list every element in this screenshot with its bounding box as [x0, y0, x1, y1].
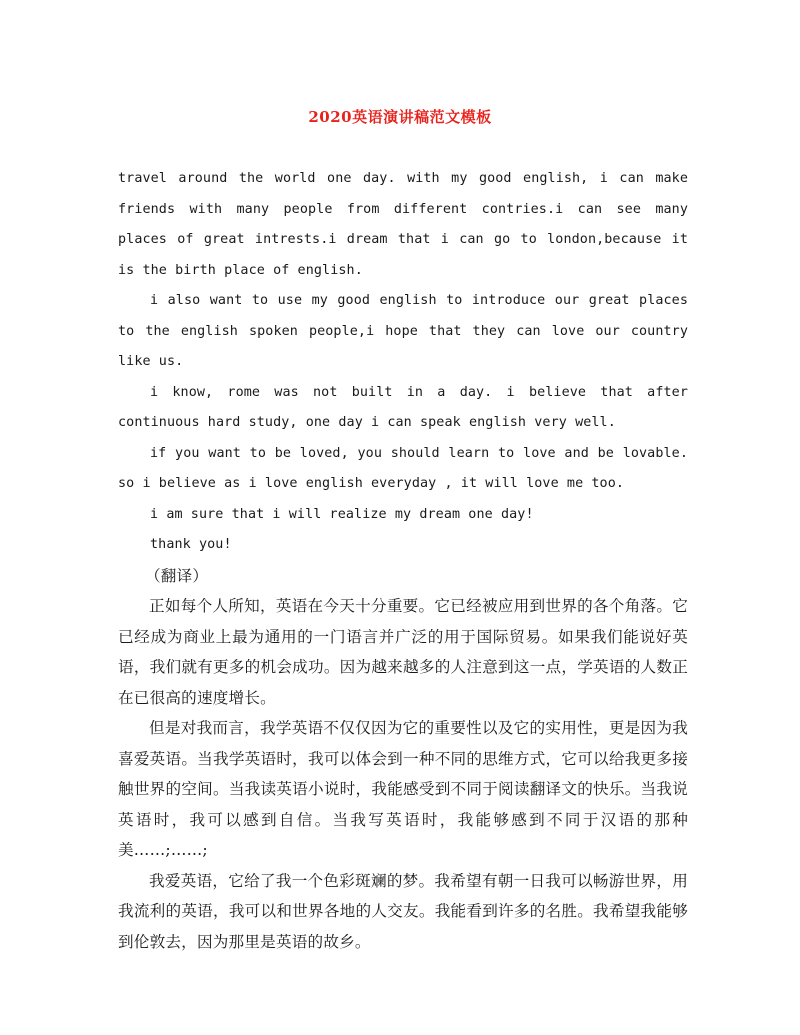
english-paragraph: i am sure that i will realize my dream one day!: [150, 506, 534, 522]
translation-label: （翻译）: [145, 566, 209, 585]
english-paragraph: travel around the world one day. with my good english, i can make friends with many people from different contries.i can see many places of great intrests.i dream that i can go to london,because it is the birth place of english.: [118, 171, 688, 278]
english-paragraph: if you want to be loved, you should learn to love and be lovable. so i believe as i love english everyday , it will love me too.: [118, 445, 688, 491]
document-body: [118, 164, 688, 957]
chinese-paragraph: 但是对我而言，我学英语不仅仅因为它的重要性以及它的实用性，更是因为我喜爱英语。当我学英语时，我可以体会到一种不同的思维方式，它可以给我更多接触世界的空间。当我读英语小说时，我能感受到不同于阅读翻译文的快乐。当我说英语时，我可以感到自信。当我写英语时，我能够感到不同于汉语的那种美……;……;: [118, 719, 688, 859]
english-paragraph: i know, rome was not built in a day. i believe that after continuous hard study, one day i can speak english very well.: [118, 384, 688, 430]
chinese-paragraph: 我爱英语，它给了我一个色彩斑斓的梦。我希望有朝一日我可以畅游世界，用我流利的英语，我可以和世界各地的人交友。我能看到许多的名胜。我希望我能够到伦敦去，因为那里是英语的故乡。: [118, 871, 688, 951]
chinese-paragraph: 正如每个人所知，英语在今天十分重要。它已经被应用到世界的各个角落。它已经成为商业上最为通用的一门语言并广泛的用于国际贸易。如果我们能说好英语，我们就有更多的机会成功。因为越来越多的人注意到这一点，学英语的人数正在已很高的速度增长。: [118, 597, 688, 707]
english-paragraph: thank you!: [150, 537, 232, 552]
document-title: 2020英语演讲稿范文模板: [308, 108, 492, 126]
english-paragraph: i also want to use my good english to introduce our great places to the english spoken people,i hope that they can love our country like us.: [118, 293, 688, 369]
